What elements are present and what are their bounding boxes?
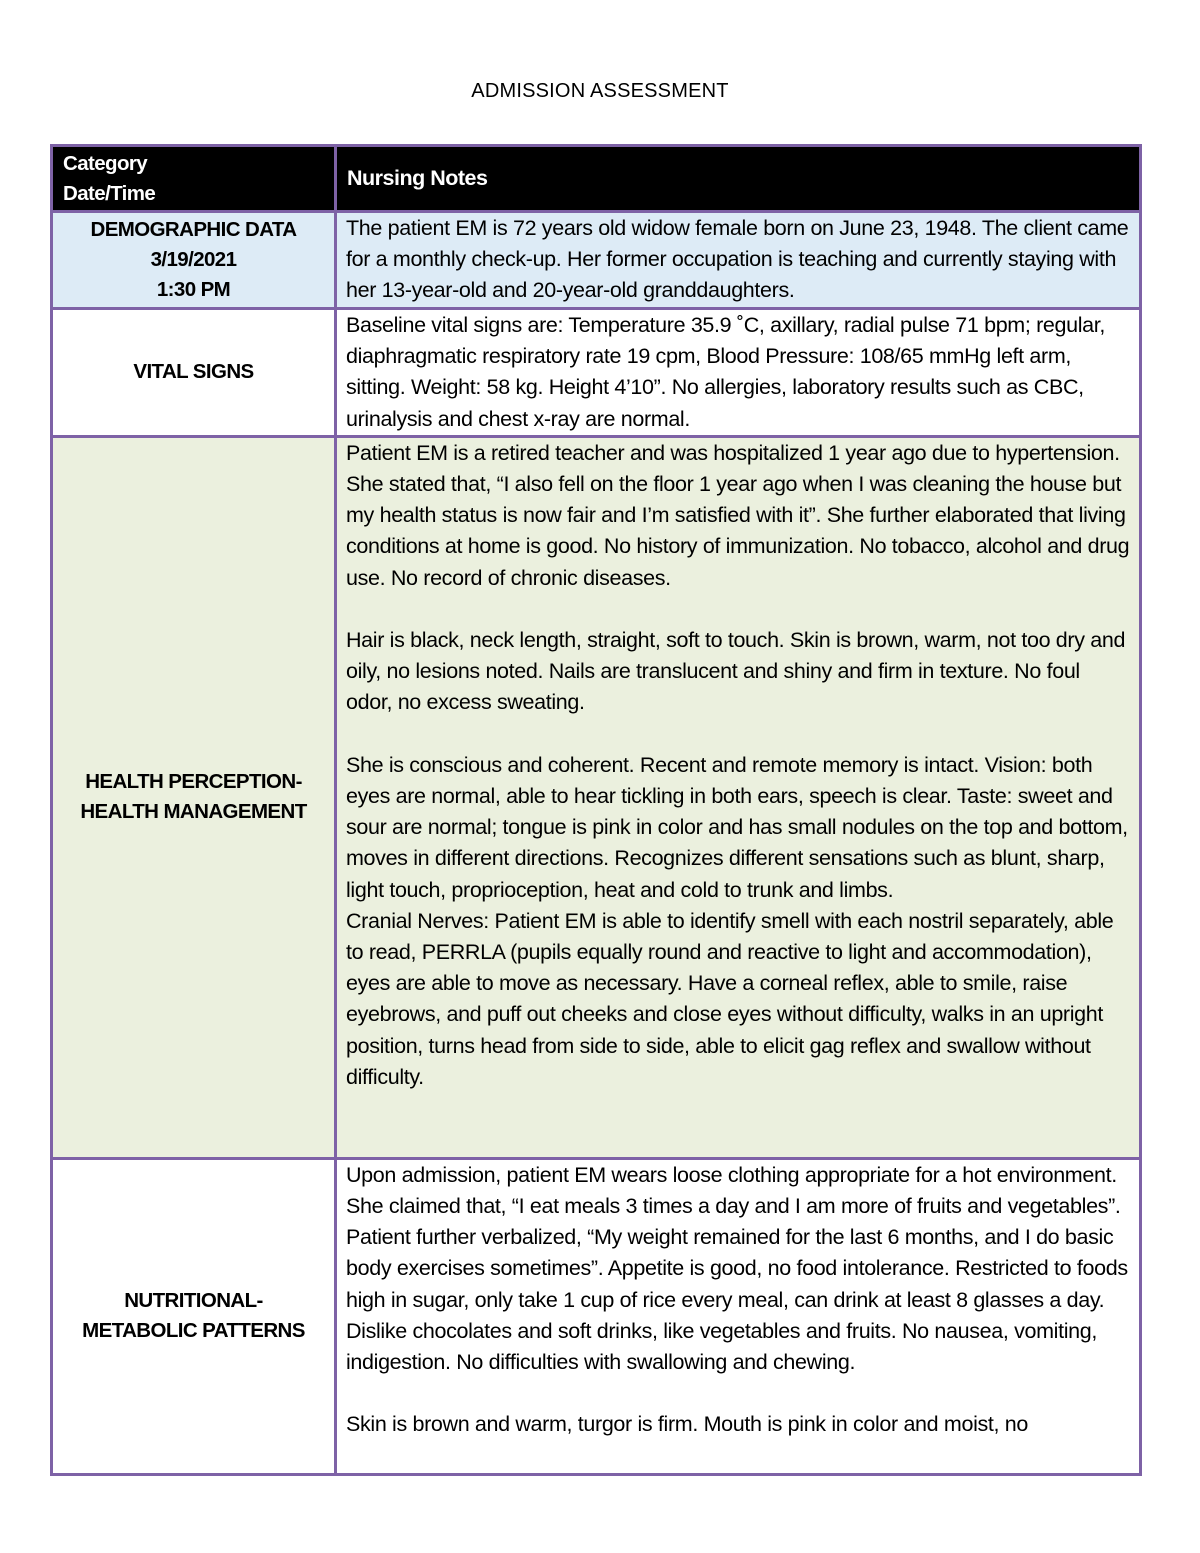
row-demographic-data [52,212,1141,309]
row-vital-signs [52,309,1141,437]
demographic-category-cell [52,212,336,309]
health-category-label-1: HEALTH PERCEPTION- [85,770,302,794]
health-notes-history: Patient EM is a retired teacher and was hospitalized 1 year ago due to hypertension. She stated that, “I also fell on the floor 1 year ago when I was cleaning the house but my health status is now fair and I’m satisfied with it”. She further elaborated that living conditions at home is good. No history of immunization. No tobacco, alcohol and drug use. No record of chronic diseases. [346,440,1130,590]
health-notes-neuro: She is conscious and coherent. Recent and remote memory is intact. Vision: both eyes are normal, able to hear tickling in both ears, speech is clear. Taste: sweet and sour are normal; tongue is pink in color and has small nodules on the top and bottom, moves in different directions. Recognizes different sensations such as blunt, sharp, light touch, proprioception, heat and cold to trunk and limbs. [346,752,1128,902]
health-notes-integumentary: Hair is black, neck length, straight, soft to touch. Skin is brown, warm, not too dry and oily, no lesions noted. Nails are translucent and shiny and firm in texture. No foul odor, no excess sweating. [346,628,1126,715]
document-title: ADMISSION ASSESSMENT [471,80,729,102]
nutrition-notes [336,1158,1141,1474]
nutrition-notes-intake: Upon admission, patient EM wears loose clothing appropriate for a hot environment. She claimed that, “I eat meals 3 times a day and I am more of fruits and vegetables”. Patient further verbalized, “My weight remained for the last 6 months, and I do basic body exercises sometimes”. Appetite is good, no food intolerance. Restricted to foods high in sugar, only take 1 cup of rice every meal, can drink at least 8 glasses a day. Dislike chocolates and soft drinks, like vegetables and fruits. No nausea, vomiting, indigestion. No difficulties with swallowing and chewing. [346,1162,1128,1375]
demographic-time: 1:30 PM [156,278,231,301]
vitals-notes [336,309,1141,437]
vitals-notes-text: Baseline vital signs are: Temperature 35.9 ˚C, axillary, radial pulse 71 bpm; regular, diaphragmatic respiratory rate 19 cpm, Blood Pressure: 108/65 mmHg left arm, sitting. Weight: 58 kg. Height 4’10”. No allergies, laboratory results such as CBC, urinalysis and chest x-ray are normal. [346,313,1106,431]
health-notes-cranial-nerves: Cranial Nerves: Patient EM is able to identify smell with each nostril separately, able to read, PERRLA (pupils equally round and reactive to light and accommodation), eyes are able to move as necessary. Have a corneal reflex, able to smile, raise eyebrows, and puff out cheeks and close eyes without difficulty, walks in an upright position, turns head from side to side, able to elicit gag reflex and swallow without difficulty. [346,908,1114,1089]
header-datetime-label: Date/Time [63,181,156,205]
paragraph-gap [346,1378,1131,1409]
vitals-category-cell [52,309,336,437]
health-category-cell [52,436,336,1158]
header-category-cell [52,146,336,212]
demographic-category-label: DEMOGRAPHIC DATA [90,218,297,241]
demographic-date: 3/19/2021 [150,248,237,271]
vitals-category-label: VITAL SIGNS [133,360,254,384]
nutrition-category-cell [52,1158,336,1474]
row-nutritional-metabolic [52,1158,1141,1474]
paragraph-gap [346,594,1131,625]
demographic-notes [336,212,1141,309]
header-category-label: Category [63,151,148,175]
paragraph-gap [346,719,1131,750]
table-header-row [52,146,1141,212]
health-notes [336,436,1141,1158]
header-notes-label: Nursing Notes [336,146,1141,212]
nutrition-category-label-2: METABOLIC PATTERNS [82,1319,305,1343]
health-category-label-2: HEALTH MANAGEMENT [80,800,307,824]
assessment-table [50,144,1142,1476]
row-health-perception [52,436,1141,1158]
nutrition-notes-skin: Skin is brown and warm, turgor is firm. Mouth is pink in color and moist, no [346,1412,1028,1437]
demographic-notes-text: The patient EM is 72 years old widow female born on June 23, 1948. The client came for a monthly check-up. Her former occupation is teaching and currently staying with her 13-year-old and 20-year-old granddaughters. [346,216,1129,303]
nutrition-category-label-1: NUTRITIONAL- [124,1289,263,1313]
